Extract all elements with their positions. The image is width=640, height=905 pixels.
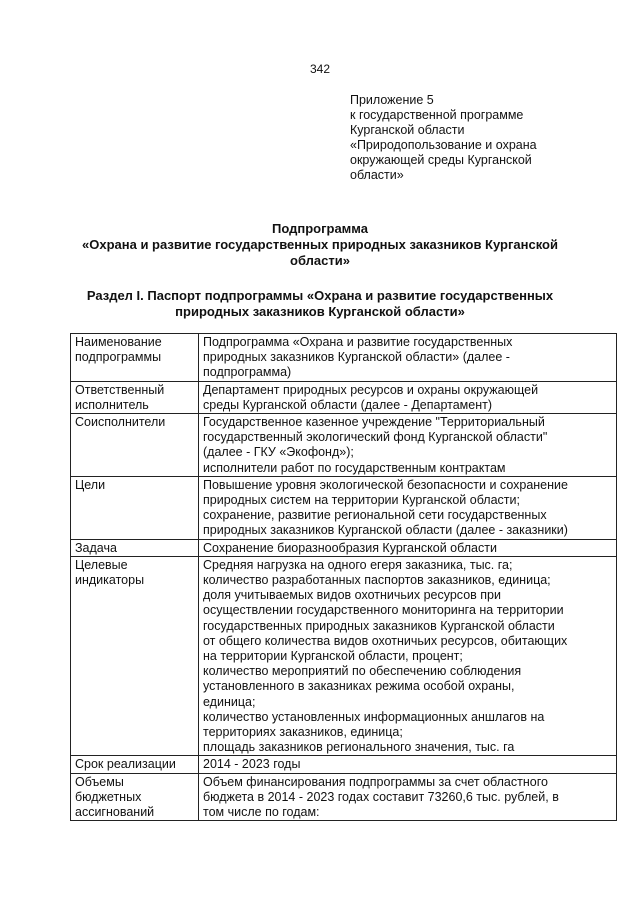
table-row bbox=[71, 756, 617, 773]
appendix-line: окружающей среды Курганской bbox=[350, 153, 532, 167]
row-value bbox=[199, 773, 617, 821]
row-value bbox=[199, 334, 617, 382]
label-line: индикаторы bbox=[75, 573, 145, 588]
value-line: единица; bbox=[203, 694, 256, 709]
value-line: государственных природных заказников Курганской области bbox=[203, 618, 555, 633]
label-line: Цели bbox=[75, 477, 106, 492]
row-value bbox=[199, 756, 617, 773]
value-line: Повышение уровня экологической безопасности и сохранение bbox=[203, 477, 568, 492]
label-line: исполнитель bbox=[75, 397, 149, 412]
row-label bbox=[71, 414, 199, 477]
appendix-line: к государственной программе bbox=[350, 108, 524, 122]
value-line: природных систем на территории Курганской области; bbox=[203, 493, 520, 508]
row-label bbox=[71, 556, 199, 756]
row-label bbox=[71, 334, 199, 382]
row-value bbox=[199, 381, 617, 413]
value-line: Средняя нагрузка на одного егеря заказника, тыс. га; bbox=[203, 557, 513, 572]
value-line: подпрограмма) bbox=[203, 365, 292, 380]
appendix-note bbox=[350, 93, 570, 183]
appendix-line: Приложение 5 bbox=[350, 93, 434, 107]
heading-line: Раздел I. Паспорт подпрограммы «Охрана и развитие государственных bbox=[86, 288, 554, 303]
label-line: Соисполнители bbox=[75, 415, 166, 430]
value-line: установленного в заказниках режима особой охраны, bbox=[203, 679, 515, 694]
page-number: 342 bbox=[309, 62, 331, 76]
row-value bbox=[199, 476, 617, 539]
row-label bbox=[71, 381, 199, 413]
row-label bbox=[71, 476, 199, 539]
heading-line: Подпрограмма bbox=[272, 221, 368, 236]
table-row bbox=[71, 334, 617, 382]
passport-table bbox=[70, 333, 617, 821]
value-line: Подпрограмма «Охрана и развитие государственных bbox=[203, 335, 513, 349]
passport-table-body bbox=[71, 334, 617, 821]
table-row bbox=[71, 556, 617, 756]
table-row bbox=[71, 539, 617, 556]
label-line: бюджетных bbox=[75, 789, 142, 804]
value-line: бюджета в 2014 - 2023 годах составит 73260,6 тыс. рублей, в bbox=[203, 789, 559, 804]
label-line: Задача bbox=[75, 540, 117, 555]
value-line: природных заказников Курганской области (далее - заказники) bbox=[203, 523, 568, 538]
value-line: количество мероприятий по обеспечению соблюдения bbox=[203, 664, 522, 679]
value-line: сохранение, развитие региональной сети государственных bbox=[203, 508, 547, 523]
value-line: осуществлении государственного мониторинга на территории bbox=[203, 603, 564, 618]
value-line: Сохранение биоразнообразия Курганской области bbox=[203, 540, 497, 555]
row-label bbox=[71, 756, 199, 773]
value-line: среды Курганской области (далее - Департамент) bbox=[203, 397, 493, 412]
value-line: площадь заказников регионального значения, тыс. га bbox=[203, 740, 515, 755]
table-row bbox=[71, 381, 617, 413]
row-value bbox=[199, 414, 617, 477]
value-line: Государственное казенное учреждение "Территориальный bbox=[203, 415, 545, 430]
heading-line: области» bbox=[290, 253, 350, 268]
value-line: (далее - ГКУ «Экофонд»); bbox=[203, 445, 354, 460]
heading-line: природных заказников Курганской области» bbox=[175, 304, 465, 319]
label-line: ассигнований bbox=[75, 805, 155, 820]
row-label bbox=[71, 773, 199, 821]
label-line: Наименование bbox=[75, 335, 162, 349]
value-line: доля учитываемых видов охотничьих ресурсов при bbox=[203, 588, 501, 603]
appendix-line: Курганской области bbox=[350, 123, 465, 137]
table-row bbox=[71, 476, 617, 539]
label-line: Срок реализации bbox=[75, 757, 176, 772]
value-line: территориях заказников, единица; bbox=[203, 725, 403, 740]
value-line: на территории Курганской области, процент; bbox=[203, 649, 463, 664]
value-line: 2014 - 2023 годы bbox=[203, 757, 301, 772]
value-line: государственный экологический фонд Курганской области" bbox=[203, 430, 548, 445]
value-line: от общего количества видов охотничьих ресурсов, обитающих bbox=[203, 633, 568, 648]
subprogram-heading bbox=[60, 221, 580, 269]
label-line: Объемы bbox=[75, 774, 124, 789]
heading-line: «Охрана и развитие государственных природных заказников Курганской bbox=[82, 237, 558, 252]
label-line: Целевые bbox=[75, 557, 128, 572]
value-line: Департамент природных ресурсов и охраны окружающей bbox=[203, 382, 539, 397]
table-row bbox=[71, 414, 617, 477]
appendix-line: области» bbox=[350, 168, 404, 182]
label-line: подпрограммы bbox=[75, 350, 162, 365]
value-line: том числе по годам: bbox=[203, 805, 320, 820]
value-line: Объем финансирования подпрограммы за счет областного bbox=[203, 774, 548, 789]
value-line: природных заказников Курганской области» (далее - bbox=[203, 350, 510, 365]
value-line: количество разработанных паспортов заказников, единица; bbox=[203, 573, 551, 588]
row-value bbox=[199, 539, 617, 556]
value-line: исполнители работ по государственным контрактам bbox=[203, 460, 506, 475]
row-label bbox=[71, 539, 199, 556]
appendix-line: «Природопользование и охрана bbox=[350, 138, 537, 152]
table-row bbox=[71, 773, 617, 821]
row-value bbox=[199, 556, 617, 756]
value-line: количество установленных информационных аншлагов на bbox=[203, 709, 545, 724]
section-heading bbox=[60, 288, 580, 320]
label-line: Ответственный bbox=[75, 382, 165, 397]
